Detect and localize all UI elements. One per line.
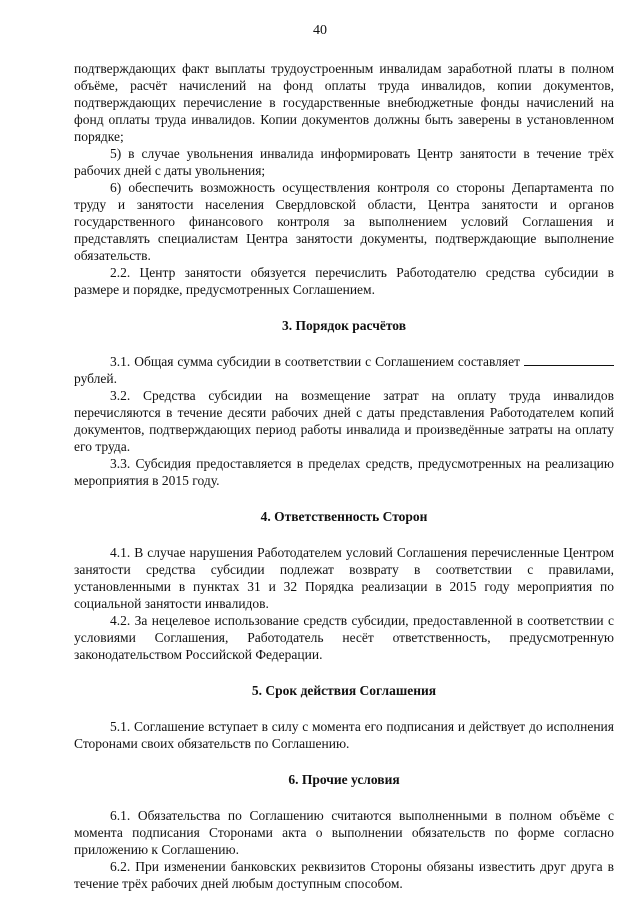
paragraph-4-2: 4.2. За нецелевое использование средств субсидии, предоставленной в соответствии с условиями Соглашения, Работодатель несёт ответственность, предусмотренную законодательством Российской Федерации. [74,613,614,662]
paragraph-3-3: 3.3. Субсидия предоставляется в пределах средств, предусмотренных на реализацию мероприятия в 2015 году. [74,456,614,488]
section-5-title: 5. Срок действия Соглашения [251,683,437,698]
section-6-title: 6. Прочие условия [288,772,400,787]
paragraph-4-1: 4.1. В случае нарушения Работодателем условий Соглашения перечисленные Центром занятости средства субсидии подлежат возврату в соответствии с правилами, установленными в пунктах 31 и 32 Порядка реализации в 2015 году мероприятия по социальной занятости инвалидов. [74,545,614,611]
paragraph-2-2: 2.2. Центр занятости обязуется перечислить Работодателю средства субсидии в размере и порядке, предусмотренных Соглашением. [74,265,614,297]
paragraph-6-1: 6.1. Обязательства по Соглашению считаются выполненными в полном объёме с момента подписания Сторонами акта о выполнении обязательств по форме согласно приложению к Соглашению. [74,808,614,857]
paragraph-3-2: 3.2. Средства субсидии на возмещение затрат на оплату труда инвалидов перечисляются в течение десяти рабочих дней с даты представления Работодателем копий документов, подтверждающих период работы инвалида и произведённые затраты на оплату его труда. [74,388,614,454]
document-body [74,60,614,892]
section-4-title: 4. Ответственность Сторон [260,509,428,524]
section-3-title: 3. Порядок расчётов [281,318,407,333]
paragraph-3-1 [74,353,614,387]
paragraph-item-6: 6) обеспечить возможность осуществления контроля со стороны Департамента по труду и занятости населения Свердловской области, Центра занятости и органов государственного финансового контроля за выполнением условий Соглашения и представлять специалистам Центра занятости документы, подтверждающие выполнение обязательств. [74,180,614,263]
paragraph-3-1-unit: рублей. [74,371,118,386]
paragraph-3-1-text: 3.1. Общая сумма субсидии в соответствии с Соглашением составляет [110,354,521,369]
amount-blank-line [524,353,614,366]
paragraph-5-1: 5.1. Соглашение вступает в силу с момента его подписания и действует до исполнения Сторонами своих обязательств по Соглашению. [74,719,614,751]
page-number: 40 [313,23,327,38]
paragraph-item-5: 5) в случае увольнения инвалида информировать Центр занятости в течение трёх рабочих дней с даты увольнения; [74,146,614,178]
paragraph-continuation: подтверждающих факт выплаты трудоустроенным инвалидам заработной платы в полном объёме, расчёт начислений на фонд оплаты труда инвалидов, копии документов, подтверждающих перечисление в государственные внебюджетные фонды начислений на фонд оплаты труда инвалидов. Копии документов должны быть заверены в установленном порядке; [74,61,614,144]
paragraph-6-2: 6.2. При изменении банковских реквизитов Стороны обязаны известить друг друга в течение трёх рабочих дней любым доступным способом. [74,859,614,891]
